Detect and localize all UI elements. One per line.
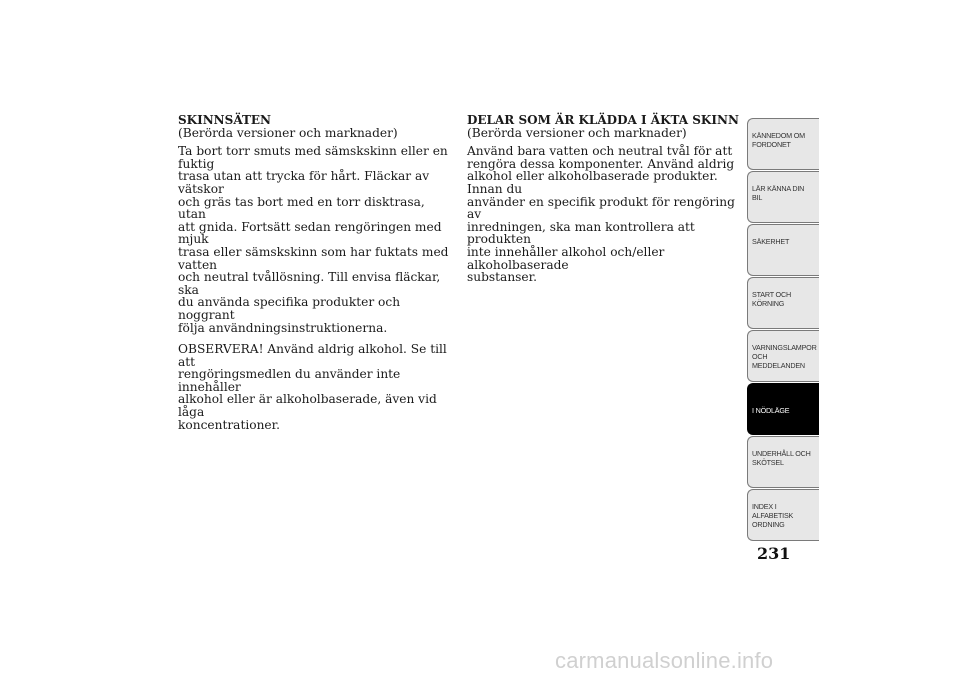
right-column <box>467 114 739 293</box>
tab-lar-kanna-din-bil[interactable]: LÄR KÄNNA DIN BIL <box>747 171 819 223</box>
section-heading-leather-seats: SKINNSÄTEN <box>178 113 272 127</box>
left-column <box>178 114 450 440</box>
paragraph: Använd bara vatten och neutral tvål för att rengöra dessa komponenter. Använd aldrig alkohol eller alkoholbaserade produkter. Innan du använder en specifik produkt för rengöring av inredningen, ska man kontrollera att produkten inte innehåller alkohol och/eller alkoholbaserade substanser. <box>467 144 735 285</box>
tab-varningslampor[interactable]: VARNINGSLAMPOR OCH MEDDELANDEN <box>747 330 819 382</box>
chapter-tabs <box>747 118 819 542</box>
watermark: carmanualsonline.info <box>555 648 774 673</box>
section-subheading: (Berörda versioner och marknader) <box>178 125 398 140</box>
tab-underhall-och-skotsel[interactable]: UNDERHÅLL OCH SKÖTSEL <box>747 436 819 488</box>
tab-i-nodlage[interactable]: I NÖDLÄGE <box>747 383 819 435</box>
section-heading-leather-parts: DELAR SOM ÄR KLÄDDA I ÄKTA SKINN <box>467 113 739 127</box>
tab-index[interactable]: INDEX I ALFABETISK ORDNING <box>747 489 819 541</box>
tab-sakerhet[interactable]: SÄKERHET <box>747 224 819 276</box>
paragraph: Ta bort torr smuts med sämskskinn eller en fuktig trasa utan att trycka för hårt. Fläckar av vätskor och gräs tas bort med en torr disktrasa, utan att gnida. Fortsätt sedan rengöringen med mjuk trasa eller sämskskinn som har fuktats med vatten och neutral tvållösning. Till envisa fläckar, ska du använda specifika produkter och noggrant följa användningsinstruktionerna. <box>178 144 449 335</box>
page-number: 231 <box>757 544 791 563</box>
warning-paragraph: OBSERVERA! Använd aldrig alkohol. Se till att rengöringsmedlen du använder inte innehåller alkohol eller är alkoholbaserade, även vid låga koncentrationer. <box>178 342 447 432</box>
tab-kannedom-om-fordonet[interactable]: KÄNNEDOM OM FORDONET <box>747 118 819 170</box>
tab-start-och-korning[interactable]: START OCH KÖRNING <box>747 277 819 329</box>
section-subheading: (Berörda versioner och marknader) <box>467 125 687 140</box>
